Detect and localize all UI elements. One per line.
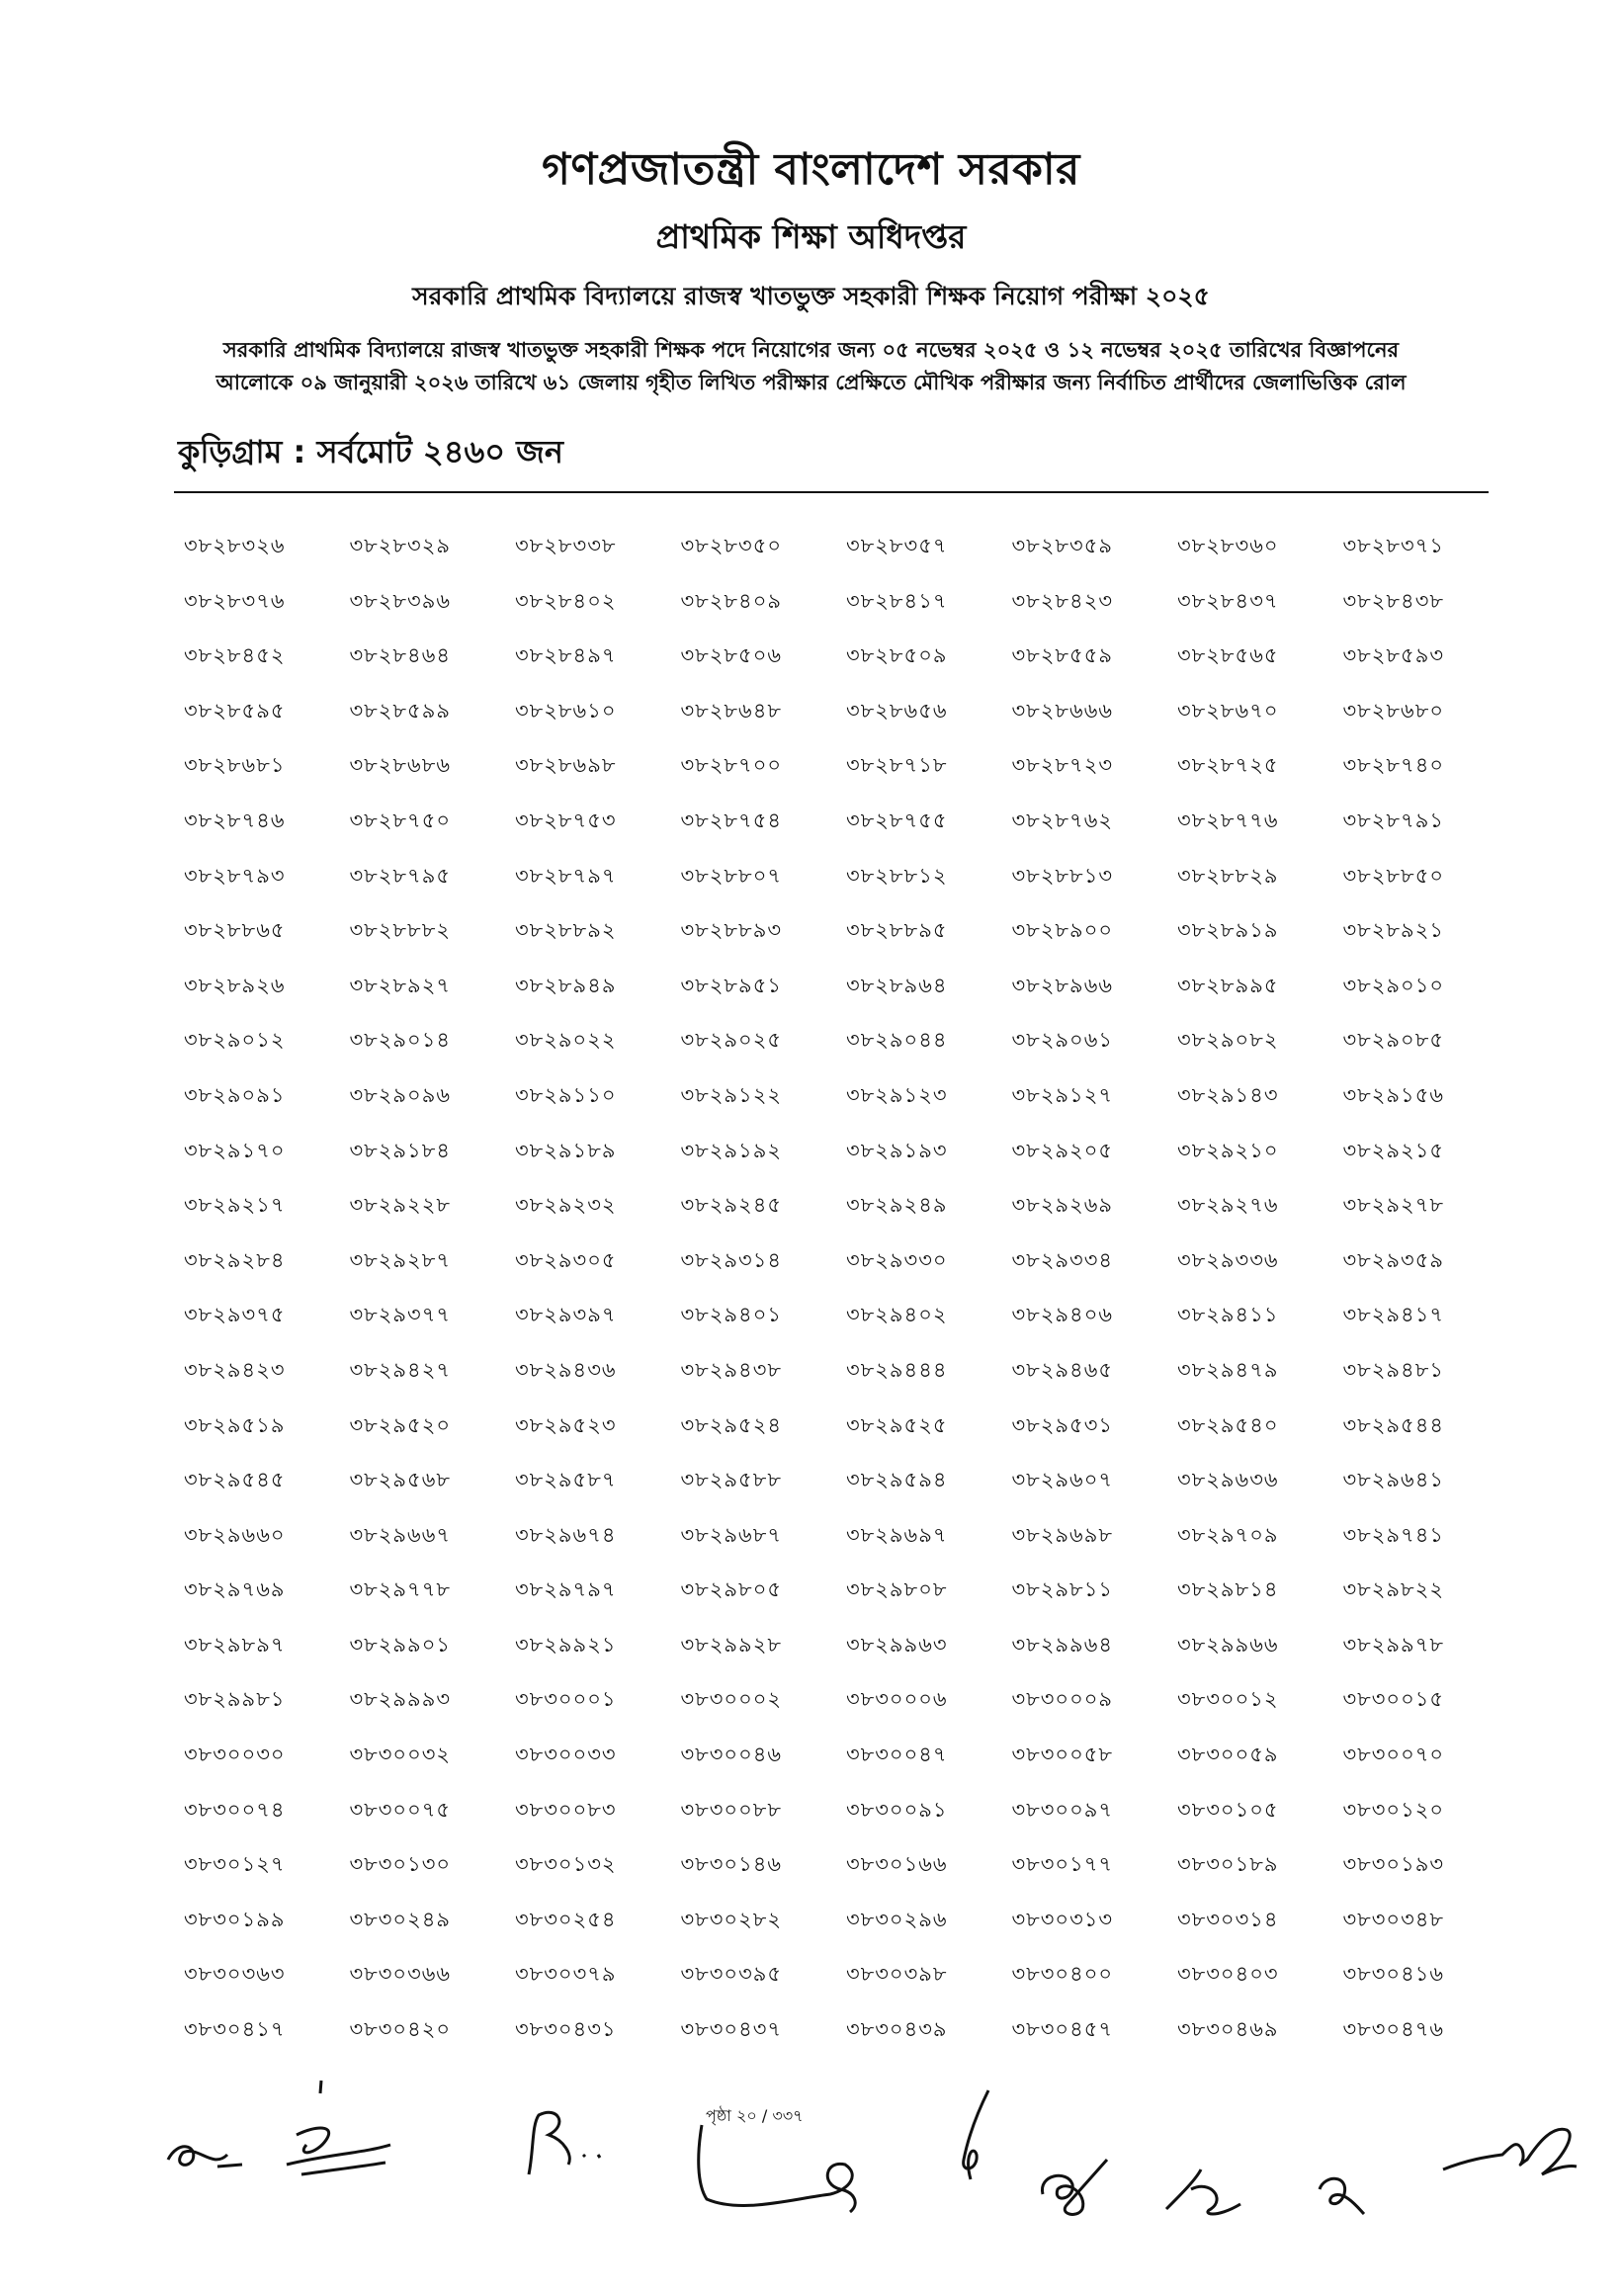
roll-number: ৩৮২৯৪৪৪ bbox=[846, 1357, 948, 1382]
roll-number: ৩৮২৮৫৫৯ bbox=[1011, 643, 1113, 668]
roll-number: ৩৮২৯০১৪ bbox=[349, 1028, 451, 1053]
roll-number: ৩৮৩০০০৬ bbox=[846, 1687, 948, 1712]
roll-number: ৩৮২৯৫৯৪ bbox=[846, 1468, 948, 1492]
roll-number: ৩৮২৮৩৩৮ bbox=[515, 534, 617, 557]
roll-number: ৩৮২৮৩৫৯ bbox=[1011, 534, 1113, 557]
roll-number-grid bbox=[184, 532, 1518, 2071]
roll-number: ৩৮২৯১৫৬ bbox=[1342, 1082, 1444, 1107]
roll-number: ৩৮২৮৪৩৭ bbox=[1177, 588, 1279, 613]
roll-number: ৩৮২৮৬৫৬ bbox=[846, 698, 948, 723]
roll-number: ৩৮২৯৯২১ bbox=[515, 1632, 617, 1657]
roll-number: ৩৮২৯২৭৬ bbox=[1177, 1193, 1279, 1218]
roll-number: ৩৮৩০১৪৬ bbox=[680, 1852, 782, 1877]
roll-number: ৩৮২৯৮১১ bbox=[1011, 1577, 1113, 1602]
roll-number: ৩৮৩০১৩২ bbox=[515, 1852, 617, 1877]
roll-number: ৩৮২৮৪১৭ bbox=[846, 588, 948, 613]
roll-number: ৩৮২৯৭৪১ bbox=[1342, 1522, 1444, 1547]
roll-number: ৩৮২৮৮৮২ bbox=[349, 918, 451, 943]
roll-number: ৩৮২৮৭৫৫ bbox=[846, 808, 948, 832]
roll-number: ৩৮২৯৬৬৭ bbox=[349, 1522, 452, 1547]
roll-number: ৩৮২৮৩২৬ bbox=[184, 534, 286, 557]
roll-number: ৩৮২৮৩৭১ bbox=[1342, 534, 1444, 557]
roll-number: ৩৮৩০০৭০ bbox=[1342, 1743, 1445, 1767]
roll-number: ৩৮৩০০০৯ bbox=[1011, 1687, 1114, 1712]
roll-number: ৩৮২৯৪২৭ bbox=[349, 1357, 451, 1382]
roll-number: ৩৮২৮৯২৬ bbox=[184, 973, 286, 997]
roll-number: ৩৮৩০০৪৭ bbox=[846, 1743, 948, 1767]
roll-number: ৩৮২৮৪৩৮ bbox=[1342, 588, 1444, 613]
roll-number: ৩৮২৮৭৫৪ bbox=[680, 808, 782, 832]
roll-number: ৩৮২৯৪৩৮ bbox=[680, 1357, 782, 1382]
roll-number: ৩৮২৯৪১৭ bbox=[1342, 1303, 1444, 1327]
roll-number: ৩৮৩০৪৩৯ bbox=[846, 2017, 948, 2042]
roll-number: ৩৮২৮৪৬৪ bbox=[349, 643, 451, 668]
roll-number: ৩৮২৯৯৮১ bbox=[184, 1687, 286, 1712]
roll-number: ৩৮২৯৮০৮ bbox=[846, 1577, 948, 1602]
roll-number: ৩৮২৯৯২৮ bbox=[680, 1632, 782, 1657]
roll-number: ৩৮২৮৭১৮ bbox=[846, 753, 948, 778]
roll-number: ৩৮২৯৬৬০ bbox=[184, 1522, 286, 1547]
roll-number: ৩৮২৮৭৯৩ bbox=[184, 863, 286, 888]
roll-number: ৩৮২৯৪৭৯ bbox=[1177, 1357, 1279, 1382]
roll-number: ৩৮৩০৪৬৯ bbox=[1177, 2017, 1279, 2042]
roll-number: ৩৮২৯৫৪৫ bbox=[184, 1468, 286, 1492]
roll-number: ৩৮২৯৪০৬ bbox=[1011, 1303, 1113, 1327]
signature-8 bbox=[1305, 2155, 1384, 2224]
roll-number: ৩৮৩০৪৫৭ bbox=[1011, 2017, 1113, 2042]
roll-number: ৩৮২৮৮৫০ bbox=[1342, 863, 1444, 888]
roll-number: ৩৮৩০৪৩১ bbox=[515, 2017, 617, 2042]
roll-number: ৩৮৩০০৩২ bbox=[349, 1743, 452, 1767]
roll-number: ৩৮২৯৯৬৬ bbox=[1177, 1632, 1279, 1657]
roll-number: ৩৮২৯০৪৪ bbox=[846, 1028, 948, 1053]
roll-number: ৩৮২৮৪২৩ bbox=[1011, 588, 1113, 613]
roll-number: ৩৮২৯২১০ bbox=[1177, 1138, 1279, 1162]
roll-number: ৩৮২৯৬৯৭ bbox=[846, 1522, 948, 1547]
roll-number: ৩৮২৮৬৬৬ bbox=[1011, 698, 1114, 723]
roll-number: ৩৮২৮৬৮৬ bbox=[349, 753, 451, 778]
roll-number: ৩৮৩০০৪৬ bbox=[680, 1743, 783, 1767]
roll-number: ৩৮৩০০৫৯ bbox=[1177, 1743, 1279, 1767]
roll-number: ৩৮২৯২০৫ bbox=[1011, 1138, 1113, 1162]
heading-divider bbox=[174, 491, 1489, 493]
roll-number: ৩৮২৮৩৭৬ bbox=[184, 588, 286, 613]
roll-number: ৩৮২৮৮১২ bbox=[846, 863, 948, 888]
signature-9 bbox=[1433, 2115, 1581, 2194]
roll-number: ৩৮২৯৩৫৯ bbox=[1342, 1247, 1444, 1272]
roll-number: ৩৮২৯০১০ bbox=[1342, 973, 1444, 997]
roll-number: ৩৮২৯০৯৬ bbox=[349, 1082, 451, 1107]
roll-number: ৩৮২৮৫৯৯ bbox=[349, 698, 451, 723]
roll-number: ৩৮২৯০২২ bbox=[515, 1028, 617, 1053]
roll-number: ৩৮২৮৭৪৬ bbox=[184, 808, 286, 832]
roll-number: ৩৮২৯২৩২ bbox=[515, 1193, 617, 1218]
roll-number: ৩৮৩০৪১৭ bbox=[184, 2017, 286, 2042]
roll-number: ৩৮২৮৫০৬ bbox=[680, 643, 782, 668]
roll-number: ৩৮২৮৯১৯ bbox=[1177, 918, 1279, 943]
roll-number: ৩৮২৮৯২৭ bbox=[349, 973, 451, 997]
roll-number: ৩৮২৮৩৬০ bbox=[1177, 534, 1279, 557]
roll-number: ৩৮২৯৯৭৮ bbox=[1342, 1632, 1444, 1657]
roll-number: ৩৮৩০৩৯৮ bbox=[846, 1962, 948, 1987]
roll-number: ৩৮২৯৩৭৫ bbox=[184, 1303, 286, 1327]
roll-number: ৩৮২৯৫৬৮ bbox=[349, 1468, 451, 1492]
roll-number: ৩৮২৯১৭০ bbox=[184, 1138, 286, 1162]
roll-number: ৩৮২৮৯০০ bbox=[1011, 918, 1113, 943]
roll-number: ৩৮৩০১৩০ bbox=[349, 1852, 452, 1877]
roll-number: ৩৮২৯৩৩০ bbox=[846, 1247, 948, 1272]
directorate-title: প্রাথমিক শিক্ষা অধিদপ্তর bbox=[655, 217, 967, 256]
signature-5 bbox=[949, 2085, 998, 2194]
roll-number: ৩৮২৯১২৭ bbox=[1011, 1082, 1113, 1107]
roll-number: ৩৮২৯৪৩৬ bbox=[515, 1357, 617, 1382]
roll-number: ৩৮২৮৭৯৫ bbox=[349, 863, 451, 888]
roll-number: ৩৮৩০১৬৬ bbox=[846, 1852, 948, 1877]
roll-number: ৩৮২৯১৪৩ bbox=[1177, 1082, 1279, 1107]
roll-number: ৩৮২৯১১০ bbox=[515, 1082, 617, 1107]
roll-number: ৩৮২৯০২৫ bbox=[680, 1028, 782, 1053]
roll-number: ৩৮৩০৪৩৭ bbox=[680, 2017, 783, 2042]
roll-number: ৩৮২৮৮৯৫ bbox=[846, 918, 948, 943]
roll-number: ৩৮৩০৪১৬ bbox=[1342, 1962, 1444, 1987]
roll-number: ৩৮২৯০৮২ bbox=[1177, 1028, 1279, 1053]
roll-number: ৩৮২৮৮১৩ bbox=[1011, 863, 1113, 888]
roll-number: ৩৮২৯৬৯৮ bbox=[1011, 1522, 1113, 1547]
roll-number: ৩৮২৮৯৪৯ bbox=[515, 973, 617, 997]
roll-number: ৩৮২৯৯০১ bbox=[349, 1632, 451, 1657]
roll-number: ৩৮৩০০৯১ bbox=[846, 1797, 948, 1822]
roll-number: ৩৮২৮৯৯৫ bbox=[1177, 973, 1279, 997]
roll-number: ৩৮২৯১৯২ bbox=[680, 1138, 782, 1162]
roll-number: ৩৮২৮৭৯১ bbox=[1342, 808, 1444, 832]
roll-number: ৩৮৩০৩১৪ bbox=[1177, 1907, 1279, 1931]
roll-number: ৩৮৩০১২০ bbox=[1342, 1797, 1445, 1822]
roll-number: ৩৮৩০৩৬৩ bbox=[184, 1962, 286, 1987]
roll-number: ৩৮২৯৬৩৬ bbox=[1177, 1468, 1279, 1492]
roll-number: ৩৮২৯৭৯৭ bbox=[515, 1577, 617, 1602]
roll-number: ৩৮২৯৯৯৩ bbox=[349, 1687, 451, 1712]
roll-number: ৩৮২৯২২৮ bbox=[349, 1193, 451, 1218]
roll-number: ৩৮২৯৫৮৮ bbox=[680, 1468, 782, 1492]
government-title: গণপ্রজাতন্ত্রী বাংলাদেশ সরকার bbox=[542, 144, 1080, 195]
notice-line-1: সরকারি প্রাথমিক বিদ্যালয়ে রাজস্ব খাতভুক্ত সহকারী শিক্ষক পদে নিয়োগের জন্য ০৫ নভেম্বর ২০২৫ ও ১২ নভেম্বর ২০২৫ তারিখের বিজ্ঞাপনের bbox=[222, 338, 1400, 362]
roll-number: ৩৮২৮৫৯৫ bbox=[184, 698, 286, 723]
roll-number: ৩৮৩০৪০৩ bbox=[1177, 1962, 1279, 1987]
signature-4 bbox=[682, 2105, 880, 2214]
roll-number: ৩৮২৮৫০৯ bbox=[846, 643, 948, 668]
roll-number: ৩৮২৯২৪৫ bbox=[680, 1193, 782, 1218]
roll-number: ৩৮৩০১৮৯ bbox=[1177, 1852, 1279, 1877]
roll-number: ৩৮২৯৪০২ bbox=[846, 1303, 948, 1327]
roll-number: ৩৮২৮৬৭০ bbox=[1177, 698, 1279, 723]
roll-number: ৩৮২৯৮০৫ bbox=[680, 1577, 782, 1602]
roll-number: ৩৮২৮৩৫৭ bbox=[846, 534, 948, 557]
roll-number: ৩৮২৮৮০৭ bbox=[680, 863, 782, 888]
roll-number: ৩৮২৮৭০০ bbox=[680, 753, 783, 778]
roll-number: ৩৮২৮৭৭৬ bbox=[1177, 808, 1279, 832]
roll-number: ৩৮২৮৪০২ bbox=[515, 588, 617, 613]
roll-number: ৩৮২৯১৮৪ bbox=[349, 1138, 451, 1162]
roll-number: ৩৮৩০১৯৩ bbox=[1342, 1852, 1444, 1877]
roll-number: ৩৮২৯৭৭৮ bbox=[349, 1577, 451, 1602]
roll-number: ৩৮২৯০৬১ bbox=[1011, 1028, 1113, 1053]
roll-number: ৩৮২৮৭৬২ bbox=[1011, 808, 1114, 832]
roll-number: ৩৮২৯৭৬৯ bbox=[184, 1577, 286, 1602]
roll-number: ৩৮৩০১০৫ bbox=[1177, 1797, 1279, 1822]
roll-number: ৩৮২৮৭৫৩ bbox=[515, 808, 617, 832]
roll-number: ৩৮২৯৬০৭ bbox=[1011, 1468, 1114, 1492]
roll-number: ৩৮২৮৬৮১ bbox=[184, 753, 286, 778]
roll-number: ৩৮৩০০৮৮ bbox=[680, 1797, 782, 1822]
roll-number: ৩৮২৯৪৬৫ bbox=[1011, 1357, 1113, 1382]
roll-number: ৩৮৩০৩৭৯ bbox=[515, 1962, 617, 1987]
roll-number: ৩৮২৯৫২৫ bbox=[846, 1412, 948, 1437]
roll-number: ৩৮২৮৯৫১ bbox=[680, 973, 782, 997]
roll-number: ৩৮২৮৫৬৫ bbox=[1177, 643, 1279, 668]
roll-number: ৩৮২৯২৭৮ bbox=[1342, 1193, 1444, 1218]
roll-number: ৩৮২৯২৬৯ bbox=[1011, 1193, 1113, 1218]
roll-number: ৩৮২৮৮৯২ bbox=[515, 918, 617, 943]
roll-number: ৩৮২৮৭২৩ bbox=[1011, 753, 1114, 778]
roll-number: ৩৮২৮৪৫২ bbox=[184, 643, 286, 668]
roll-number: ৩৮২৮৩৫০ bbox=[680, 534, 782, 557]
roll-number: ৩৮২৮৫৯৩ bbox=[1342, 643, 1444, 668]
roll-number: ৩৮২৯৫৮৭ bbox=[515, 1468, 617, 1492]
notice-text bbox=[158, 334, 1464, 399]
roll-number: ৩৮২৯৩৯৭ bbox=[515, 1303, 617, 1327]
roll-number: ৩৮২৯৯৬৪ bbox=[1011, 1632, 1113, 1657]
roll-number: ৩৮২৯১২৩ bbox=[846, 1082, 948, 1107]
roll-number: ৩৮৩০২৯৬ bbox=[846, 1907, 948, 1931]
roll-number: ৩৮৩০২৪৯ bbox=[349, 1907, 451, 1931]
roll-number: ৩৮২৯৫১৯ bbox=[184, 1412, 286, 1437]
roll-number: ৩৮২৯২৪৯ bbox=[846, 1193, 948, 1218]
roll-number: ৩৮৩০০১২ bbox=[1177, 1687, 1279, 1712]
roll-number: ৩৮২৯৬৪১ bbox=[1342, 1468, 1444, 1492]
roll-number: ৩৮২৮৩৯৬ bbox=[349, 588, 451, 613]
roll-number: ৩৮২৯৮২২ bbox=[1342, 1577, 1444, 1602]
roll-number: ৩৮৩০২৫৪ bbox=[515, 1907, 617, 1931]
roll-number: ৩৮২৮৮২৯ bbox=[1177, 863, 1279, 888]
roll-number: ৩৮২৯৫২৪ bbox=[680, 1412, 782, 1437]
roll-number: ৩৮২৮৬১০ bbox=[515, 698, 617, 723]
roll-number: ৩৮৩০০১৫ bbox=[1342, 1687, 1444, 1712]
roll-number: ৩৮২৯৪২৩ bbox=[184, 1357, 286, 1382]
roll-number: ৩৮২৮৬৮০ bbox=[1342, 698, 1444, 723]
signature-1 bbox=[158, 2115, 247, 2184]
roll-number: ৩৮২৯৬৮৭ bbox=[680, 1522, 782, 1547]
roll-number: ৩৮৩০৩৪৮ bbox=[1342, 1907, 1444, 1931]
roll-number: ৩৮২৯০১২ bbox=[184, 1028, 286, 1053]
roll-number: ৩৮২৮৩২৯ bbox=[349, 534, 451, 557]
roll-number: ৩৮২৮৭৪০ bbox=[1342, 753, 1444, 778]
roll-number: ৩৮২৯৫৩১ bbox=[1011, 1412, 1113, 1437]
roll-number: ৩৮২৮৭৯৭ bbox=[515, 863, 617, 888]
roll-number: ৩৮২৯২৮৪ bbox=[184, 1247, 286, 1272]
roll-number: ৩৮৩০৩৯৫ bbox=[680, 1962, 782, 1987]
roll-number: ৩৮২৮৪০৯ bbox=[680, 588, 782, 613]
roll-number: ৩৮২৯৮১৪ bbox=[1177, 1577, 1279, 1602]
roll-number: ৩৮২৯২১৫ bbox=[1342, 1138, 1444, 1162]
roll-number: ৩৮৩০৩৬৬ bbox=[349, 1962, 452, 1987]
roll-number: ৩৮২৯৩১৪ bbox=[680, 1247, 782, 1272]
roll-number: ৩৮৩০০৮৩ bbox=[515, 1797, 617, 1822]
roll-number: ৩৮২৯৯৬৩ bbox=[846, 1632, 948, 1657]
roll-number: ৩৮২৮৪৯৭ bbox=[515, 643, 617, 668]
exam-title: সরকারি প্রাথমিক বিদ্যালয়ে রাজস্ব খাতভুক্ত সহকারী শিক্ষক নিয়োগ পরীক্ষা ২০২৫ bbox=[412, 282, 1210, 310]
roll-number: ৩৮৩০৩১৩ bbox=[1011, 1907, 1114, 1931]
roll-number: ৩৮২৮৬৯৮ bbox=[515, 753, 617, 778]
signature-2 bbox=[267, 2076, 405, 2184]
roll-number: ৩৮৩০১৯৯ bbox=[184, 1907, 286, 1931]
roll-number: ৩৮২৮৬৪৮ bbox=[680, 698, 782, 723]
roll-number: ৩৮২৯১৯৩ bbox=[846, 1138, 948, 1162]
roll-number: ৩৮২৮৮৬৫ bbox=[184, 918, 286, 943]
roll-number: ৩৮২৯৩৩৬ bbox=[1177, 1247, 1279, 1272]
roll-number: ৩৮২৯৭০৯ bbox=[1177, 1522, 1279, 1547]
page-number: পৃষ্ঠা ২০ / ৩৩৭ bbox=[706, 2106, 804, 2125]
roll-number: ৩৮৩০০৩৩ bbox=[515, 1743, 617, 1767]
roll-number: ৩৮২৯১৮৯ bbox=[515, 1138, 617, 1162]
roll-number: ৩৮৩০০০২ bbox=[680, 1687, 783, 1712]
signature-7 bbox=[1156, 2150, 1255, 2229]
roll-number: ৩৮৩০০৯৭ bbox=[1011, 1797, 1114, 1822]
roll-number: ৩৮২৮৯৬৪ bbox=[846, 973, 948, 997]
roll-number: ৩৮২৮৭৫০ bbox=[349, 808, 451, 832]
signature-3 bbox=[514, 2095, 623, 2184]
roll-number: ৩৮২৮৯৬৬ bbox=[1011, 973, 1113, 997]
roll-number: ৩৮৩০১২৭ bbox=[184, 1852, 286, 1877]
roll-number: ৩৮৩০৪২০ bbox=[349, 2017, 452, 2042]
roll-number: ৩৮৩০৪০০ bbox=[1011, 1962, 1114, 1987]
roll-number: ৩৮২৯৮৯৭ bbox=[184, 1632, 286, 1657]
roll-number: ৩৮৩০৪৭৬ bbox=[1342, 2017, 1445, 2042]
roll-number: ৩৮২৯৩৭৭ bbox=[349, 1303, 452, 1327]
roll-number: ৩৮২৯০৮৫ bbox=[1342, 1028, 1444, 1053]
roll-number: ৩৮৩০০৫৮ bbox=[1011, 1743, 1113, 1767]
roll-number: ৩৮২৮৯২১ bbox=[1342, 918, 1444, 943]
roll-number: ৩৮২৯৪০১ bbox=[680, 1303, 782, 1327]
signature-6 bbox=[1028, 2150, 1127, 2229]
roll-number: ৩৮৩০০৭৫ bbox=[349, 1797, 452, 1822]
roll-number: ৩৮৩০০০১ bbox=[515, 1687, 617, 1712]
roll-number: ৩৮২৯৫৪০ bbox=[1177, 1412, 1279, 1437]
roll-number: ৩৮২৯২৮৭ bbox=[349, 1247, 451, 1272]
roll-number: ৩৮২৯০৯১ bbox=[184, 1082, 286, 1107]
roll-number: ৩৮২৮৭২৫ bbox=[1177, 753, 1279, 778]
roll-number: ৩৮২৯৪৮১ bbox=[1342, 1357, 1444, 1382]
roll-number: ৩৮৩০১৭৭ bbox=[1011, 1852, 1114, 1877]
roll-number: ৩৮২৯৩০৫ bbox=[515, 1247, 617, 1272]
roll-number: ৩৮২৯৫৪৪ bbox=[1342, 1412, 1444, 1437]
roll-number: ৩৮৩০২৮২ bbox=[680, 1907, 783, 1931]
roll-number: ৩৮২৮৮৯৩ bbox=[680, 918, 782, 943]
roll-number: ৩৮২৯৫২৩ bbox=[515, 1412, 617, 1437]
roll-number: ৩৮২৯১২২ bbox=[680, 1082, 782, 1107]
roll-number: ৩৮২৯২১৭ bbox=[184, 1193, 286, 1218]
notice-line-2: আলোকে ০৯ জানুয়ারী ২০২৬ তারিখে ৬১ জেলায় গৃহীত লিখিত পরীক্ষার প্রেক্ষিতে মৌখিক পরীক্ষার জন্য নির্বাচিত প্রার্থীদের জেলাভিত্তিক রোল bbox=[215, 371, 1407, 394]
roll-number: ৩৮২৯৫২০ bbox=[349, 1412, 451, 1437]
roll-number: ৩৮২৯৪১১ bbox=[1177, 1303, 1279, 1327]
roll-number: ৩৮২৯৩৩৪ bbox=[1011, 1247, 1113, 1272]
district-heading: কুড়িগ্রাম : সর্বমোট ২৪৬০ জন bbox=[178, 433, 563, 470]
roll-number: ৩৮৩০০৭৪ bbox=[184, 1797, 286, 1822]
roll-number: ৩৮২৯৬৭৪ bbox=[515, 1522, 617, 1547]
roll-number: ৩৮৩০০৩০ bbox=[184, 1743, 286, 1767]
